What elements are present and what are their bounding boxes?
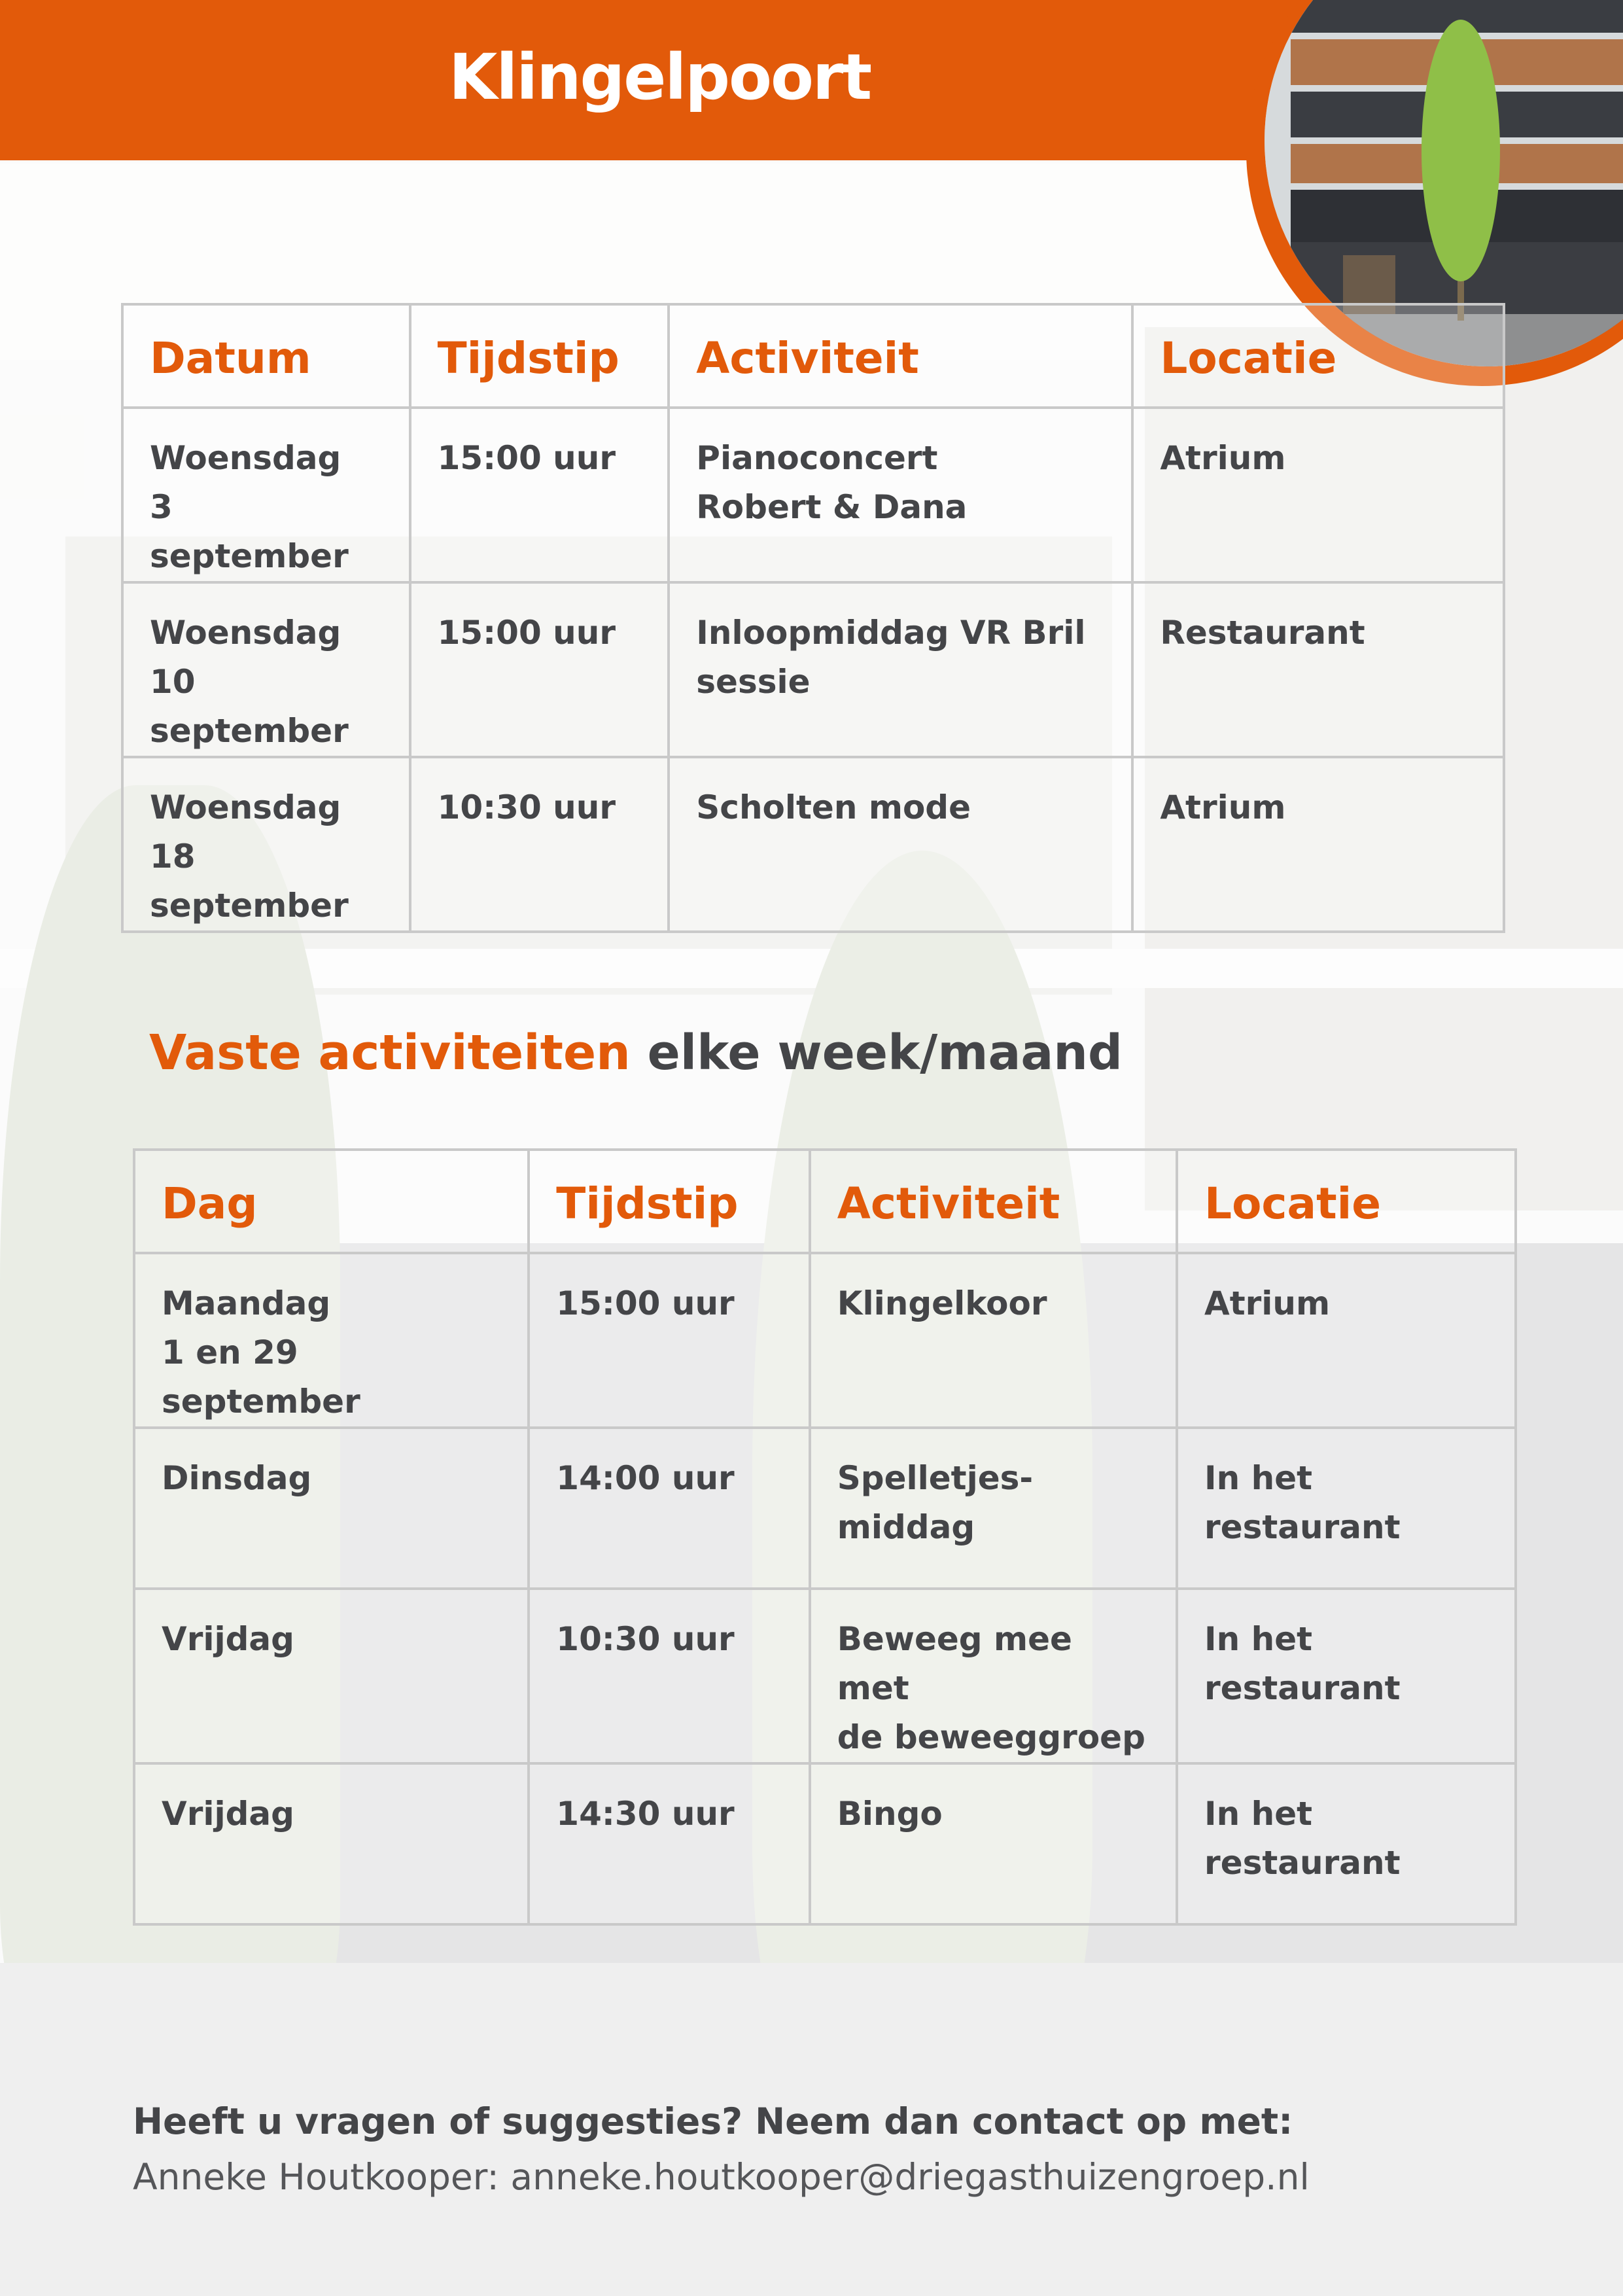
header-tijdstip: Tijdstip <box>410 304 669 408</box>
section-title-accent: Vaste activiteiten <box>149 1025 631 1081</box>
activity-cell <box>669 408 1132 582</box>
activity-line1: Beweeg mee met <box>837 1620 1072 1707</box>
date-date: 3 september <box>150 488 349 575</box>
klingelpoort-logo: Klingelpoort <box>449 41 871 114</box>
activity-line1: Pianoconcert <box>696 439 938 477</box>
table-row <box>122 408 1504 582</box>
location-cell: Atrium <box>1132 757 1504 932</box>
activity-cell <box>669 757 1132 932</box>
contact-line: Anneke Houtkooper: anneke.houtkooper@driegasthuizengroep.nl <box>133 2156 1310 2198</box>
day-cell: Dinsdag <box>134 1428 529 1589</box>
time-cell: 10:30 uur <box>529 1589 809 1763</box>
table-row <box>134 1763 1516 1924</box>
table-row <box>134 1428 1516 1589</box>
location-cell <box>1177 1428 1516 1589</box>
recurring-section-title <box>149 1025 1123 1081</box>
date-day: Woensdag <box>150 788 341 826</box>
activity-line2: middag <box>837 1508 975 1546</box>
header-activiteit: Activiteit <box>669 304 1132 408</box>
date-day: Woensdag <box>150 439 341 477</box>
activity-line2: sessie <box>696 663 811 701</box>
location-line1: In het <box>1204 1795 1313 1833</box>
section-title-rest: elke week/maand <box>630 1025 1123 1081</box>
header-activiteit: Activiteit <box>810 1150 1177 1253</box>
table-row <box>134 1253 1516 1428</box>
table-row <box>122 757 1504 932</box>
date-date: 10 september <box>150 663 349 750</box>
day-cell: Vrijdag <box>134 1763 529 1924</box>
location-line2: restaurant <box>1204 1669 1401 1707</box>
table-header-row <box>134 1150 1516 1253</box>
time-cell: 14:00 uur <box>529 1428 809 1589</box>
header-locatie: Locatie <box>1177 1150 1516 1253</box>
header-dag: Dag <box>134 1150 529 1253</box>
day-detail: 1 en 29 september <box>162 1333 360 1421</box>
day-cell <box>134 1253 529 1428</box>
contact-question: Heeft u vragen of suggesties? Neem dan contact op met: <box>133 2100 1293 2142</box>
location-cell: Atrium <box>1177 1253 1516 1428</box>
table-row <box>134 1589 1516 1763</box>
location-line1: In het <box>1204 1620 1313 1658</box>
location-cell: Restaurant <box>1132 582 1504 757</box>
date-cell <box>122 757 410 932</box>
activities-table <box>121 303 1505 933</box>
activity-cell <box>810 1589 1177 1763</box>
activity-line1: Scholten mode <box>696 788 971 826</box>
activity-cell: Bingo <box>810 1763 1177 1924</box>
time-cell: 15:00 uur <box>410 582 669 757</box>
activity-cell: Klingelkoor <box>810 1253 1177 1428</box>
location-line1: In het <box>1204 1459 1313 1497</box>
date-day: Woensdag <box>150 614 341 652</box>
time-cell: 15:00 uur <box>410 408 669 582</box>
activity-cell <box>669 582 1132 757</box>
date-cell <box>122 582 410 757</box>
time-cell: 14:30 uur <box>529 1763 809 1924</box>
location-cell <box>1177 1589 1516 1763</box>
location-line2: restaurant <box>1204 1508 1401 1546</box>
activity-line1: Spelletjes- <box>837 1459 1034 1497</box>
activity-line2: Robert & Dana <box>696 488 968 526</box>
activity-cell <box>810 1428 1177 1589</box>
header-datum: Datum <box>122 304 410 408</box>
day-cell: Vrijdag <box>134 1589 529 1763</box>
activity-line1: Inloopmiddag VR Bril <box>696 614 1086 652</box>
day-name: Maandag <box>162 1284 331 1322</box>
header-locatie: Locatie <box>1132 304 1504 408</box>
table-row <box>122 582 1504 757</box>
activity-line2: de beweeggroep <box>837 1718 1145 1756</box>
time-cell: 15:00 uur <box>529 1253 809 1428</box>
recurring-activities-table <box>133 1148 1517 1926</box>
time-cell: 10:30 uur <box>410 757 669 932</box>
table-header-row <box>122 304 1504 408</box>
location-line2: restaurant <box>1204 1844 1401 1882</box>
location-cell <box>1177 1763 1516 1924</box>
header-tijdstip: Tijdstip <box>529 1150 809 1253</box>
date-date: 18 september <box>150 838 349 925</box>
location-cell: Atrium <box>1132 408 1504 582</box>
date-cell <box>122 408 410 582</box>
